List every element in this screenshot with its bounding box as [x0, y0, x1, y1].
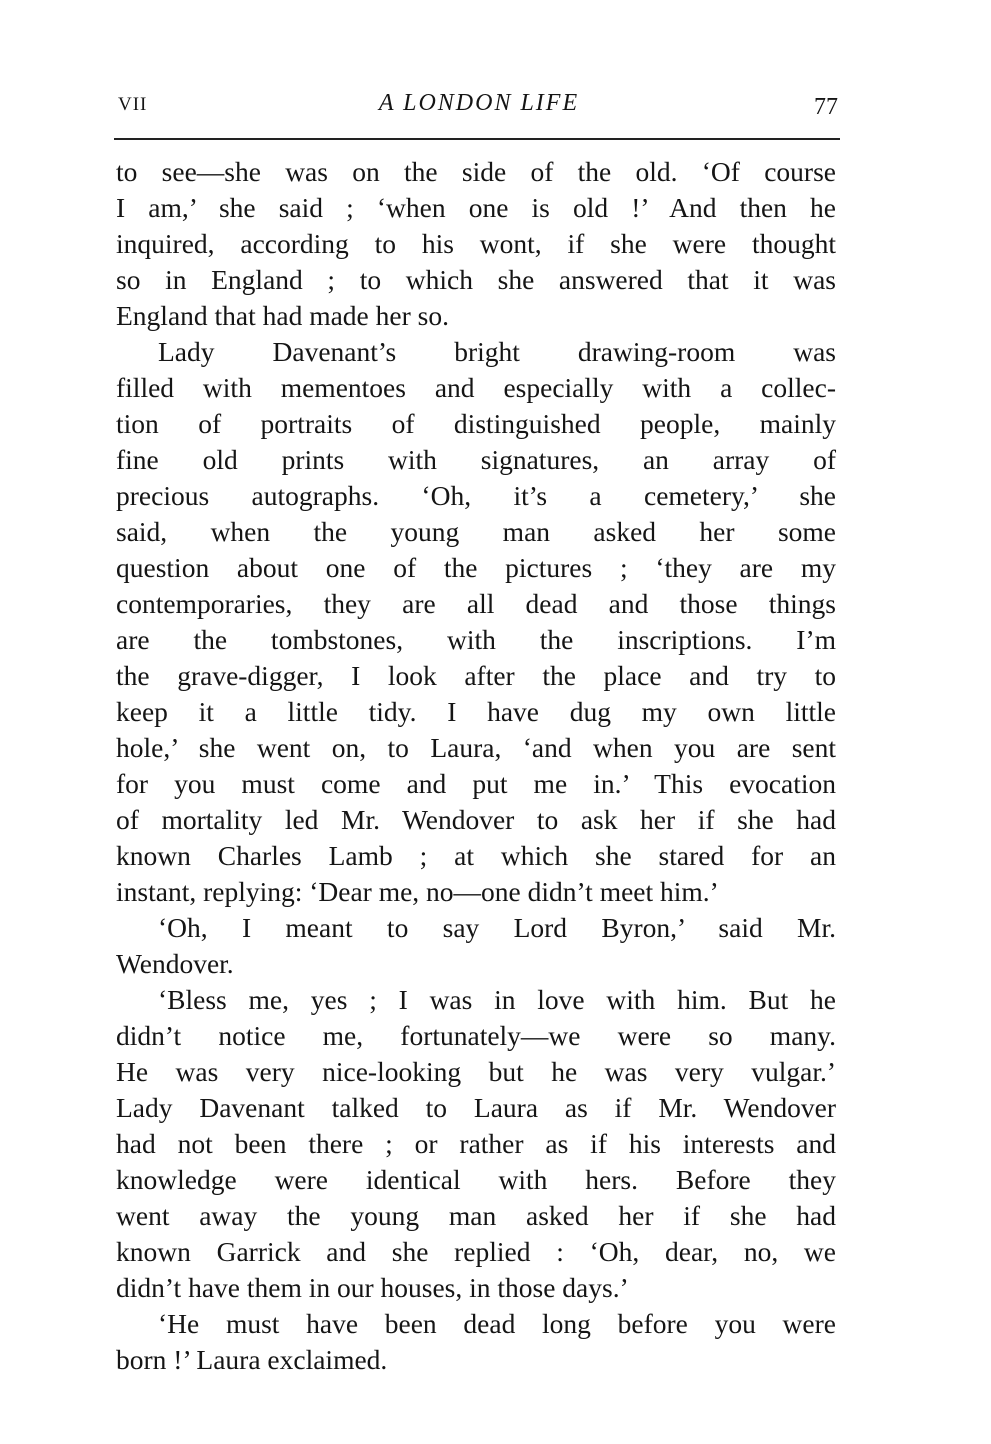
- text-line: contemporaries, they are all dead and those things: [116, 588, 836, 619]
- text-line: of mortality led Mr. Wendover to ask her if she had: [116, 804, 836, 835]
- text-line: hole,’ she went on, to Laura, ‘and when you are sent: [116, 732, 836, 763]
- paragraph: [116, 154, 836, 334]
- chapter-number: VII: [118, 94, 148, 115]
- paragraph: [116, 1306, 836, 1378]
- body-text: [116, 154, 836, 1378]
- text-line: said, when the young man asked her some: [116, 516, 836, 547]
- text-line: ‘Bless me, yes ; I was in love with him. But he: [158, 984, 836, 1015]
- header-rule: [114, 138, 840, 140]
- text-line: so in England ; to which she answered that it was: [116, 264, 836, 295]
- text-line: didn’t have them in our houses, in those days.’: [116, 1272, 629, 1303]
- text-line: precious autographs. ‘Oh, it’s a cemetery,’ she: [116, 480, 836, 511]
- page-number: 77: [814, 94, 838, 120]
- paragraph: [116, 982, 836, 1306]
- paragraph: [116, 910, 836, 982]
- text-line: the grave-digger, I look after the place and try to: [116, 660, 836, 691]
- text-line: Wendover.: [116, 948, 234, 979]
- text-line: question about one of the pictures ; ‘they are my: [116, 552, 836, 583]
- text-line: He was very nice-looking but he was very vulgar.’: [116, 1056, 836, 1087]
- text-line: knowledge were identical with hers. Before they: [116, 1164, 836, 1195]
- text-line: ‘Oh, I meant to say Lord Byron,’ said Mr.: [158, 912, 836, 943]
- text-line: inquired, according to his wont, if she were thought: [116, 228, 836, 259]
- text-line: to see—she was on the side of the old. ‘Of course: [116, 156, 836, 187]
- text-line: I am,’ she said ; ‘when one is old !’ And then he: [116, 192, 836, 223]
- running-title: A LONDON LIFE: [378, 90, 580, 116]
- text-line: for you must come and put me in.’ This evocation: [116, 768, 836, 799]
- text-line: tion of portraits of distinguished people, mainly: [116, 408, 836, 439]
- page-header: [118, 90, 840, 130]
- text-line: had not been there ; or rather as if his interests and: [116, 1128, 836, 1159]
- text-line: fine old prints with signatures, an array of: [116, 444, 836, 475]
- text-line: didn’t notice me, fortunately—we were so many.: [116, 1020, 836, 1051]
- text-line: England that had made her so.: [116, 300, 449, 331]
- text-line: known Charles Lamb ; at which she stared for an: [116, 840, 836, 871]
- text-line: Lady Davenant talked to Laura as if Mr. Wendover: [116, 1092, 836, 1123]
- text-line: instant, replying: ‘Dear me, no—one didn’t meet him.’: [116, 876, 719, 907]
- text-line: keep it a little tidy. I have dug my own little: [116, 696, 836, 727]
- text-line: known Garrick and she replied : ‘Oh, dear, no, we: [116, 1236, 836, 1267]
- text-line: went away the young man asked her if she had: [116, 1200, 836, 1231]
- text-line: Lady Davenant’s bright drawing-room was: [158, 336, 836, 367]
- text-line: are the tombstones, with the inscriptions. I’m: [116, 624, 836, 655]
- text-line: born !’ Laura exclaimed.: [116, 1344, 388, 1375]
- text-line: ‘He must have been dead long before you were: [158, 1308, 836, 1339]
- text-line: filled with mementoes and especially with a collec-: [116, 372, 836, 403]
- paragraph: [116, 334, 836, 910]
